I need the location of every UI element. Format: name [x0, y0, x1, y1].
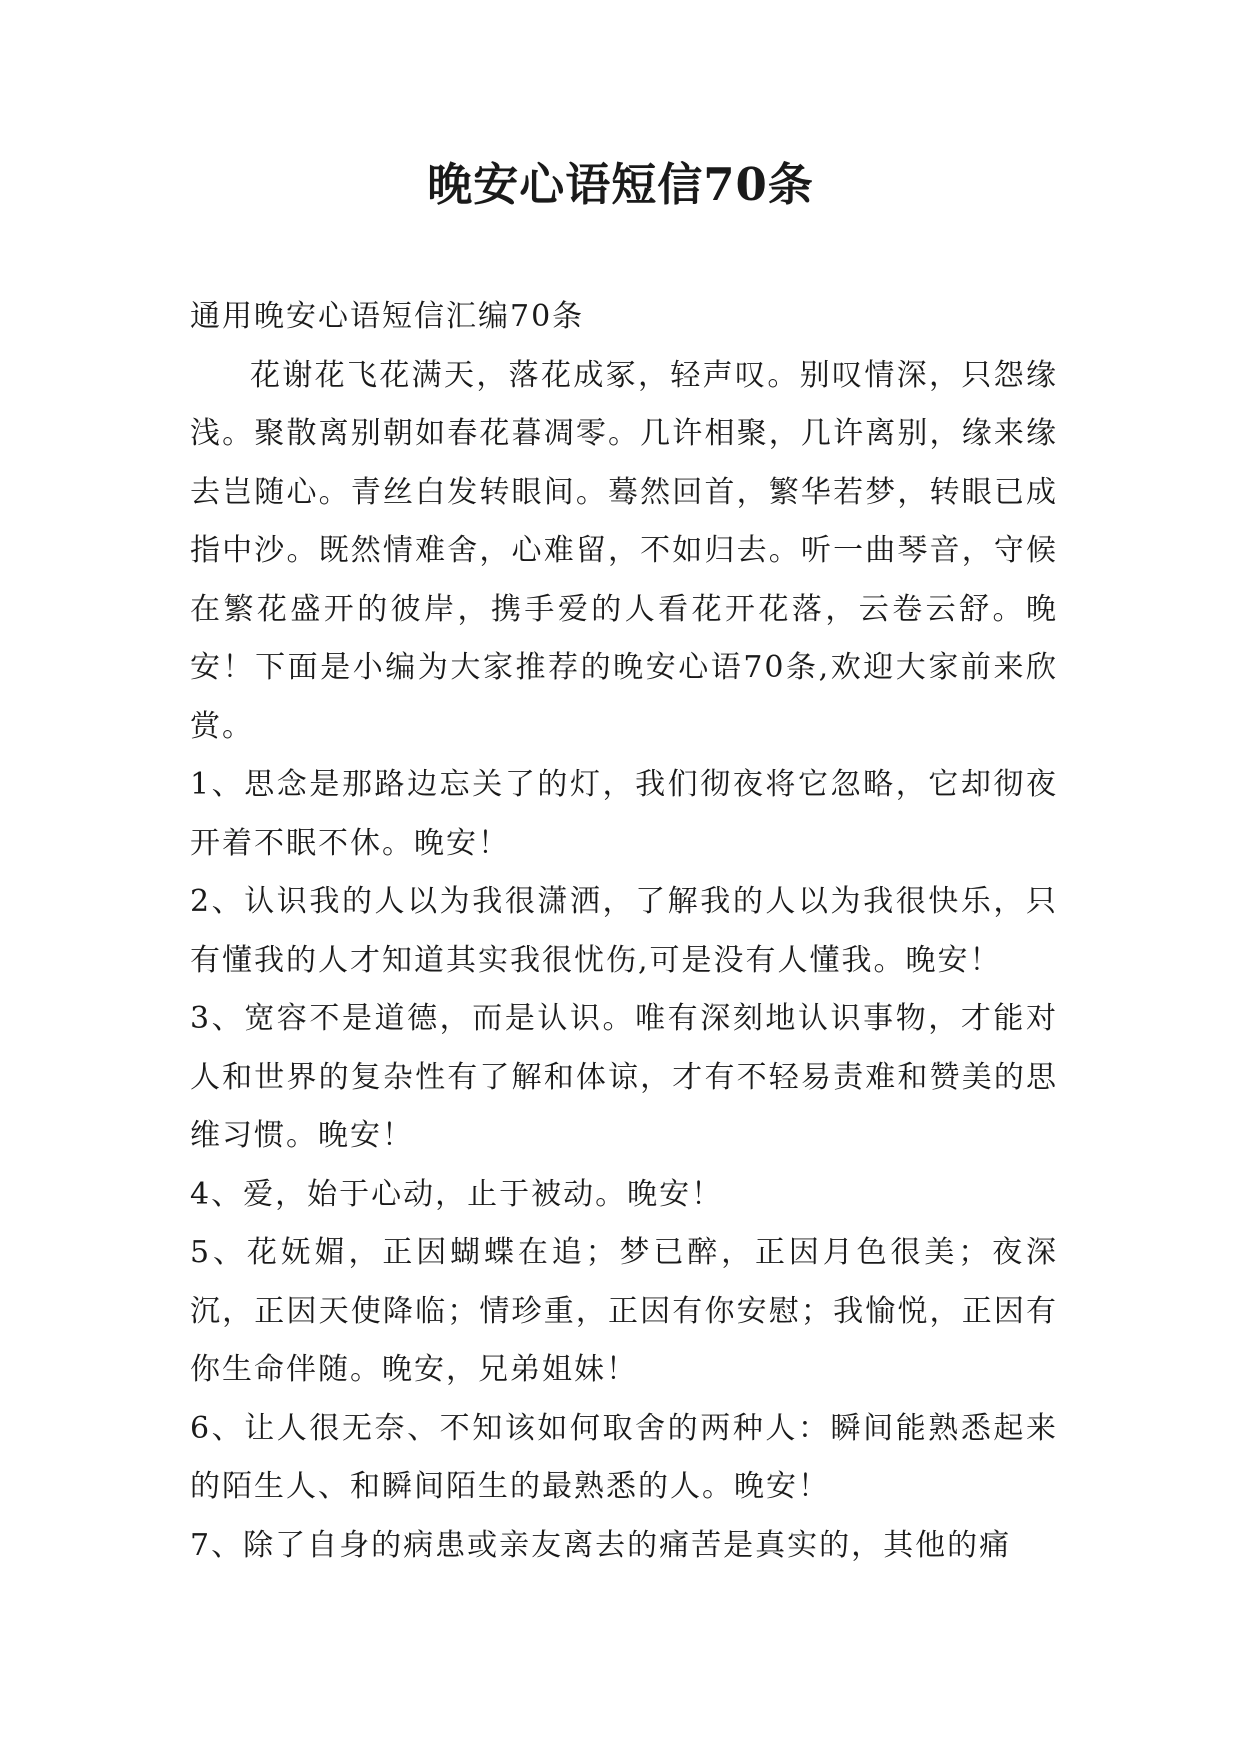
list-item: 3、宽容不是道德，而是认识。唯有深刻地认识事物，才能对人和世界的复杂性有了解和体谅，才有不轻易责难和赞美的思维习惯。晚安！	[190, 1001, 1058, 1153]
list-item: 5、花妩媚，正因蝴蝶在追；梦已醉，正因月色很美；夜深沉，正因天使降临；情珍重，正因有你安慰；我愉悦，正因有你生命伴随。晚安，兄弟姐妹！	[190, 1235, 1058, 1387]
document-subtitle: 通用晚安心语短信汇编70条	[190, 299, 585, 334]
list-item: 4、爱，始于心动，止于被动。晚安！	[190, 1176, 724, 1212]
intro-paragraph: 花谢花飞花满天，落花成冢，轻声叹。别叹情深，只怨缘浅。聚散离别朝如春花暮凋零。几许相聚，几许离别，缘来缘去岂随心。青丝白发转眼间。蓦然回首，繁华若梦，转眼已成指中沙。既然情难舍，心难留，不如归去。听一曲琴音，守候在繁花盛开的彼岸，携手爱的人看花开花落，云卷云舒。晚安！下面是小编为大家推荐的晚安心语70条,欢迎大家前来欣赏。	[190, 357, 1058, 744]
document-title: 晚安心语短信70条	[427, 158, 814, 211]
list-item: 1、思念是那路边忘关了的灯，我们彻夜将它忽略，它却彻夜开着不眠不休。晚安！	[190, 767, 1058, 861]
list-item: 6、让人很无奈、不知该如何取舍的两种人：瞬间能熟悉起来的陌生人、和瞬间陌生的最熟悉的人。晚安！	[190, 1410, 1058, 1504]
list-item: 7、除了自身的病患或亲友离去的痛苦是真实的，其他的痛	[190, 1527, 1012, 1563]
list-item: 2、认识我的人以为我很潇洒，了解我的人以为我很快乐，只有懂我的人才知道其实我很忧伤,可是没有人懂我。晚安！	[190, 884, 1058, 978]
document-body	[190, 288, 1058, 1575]
